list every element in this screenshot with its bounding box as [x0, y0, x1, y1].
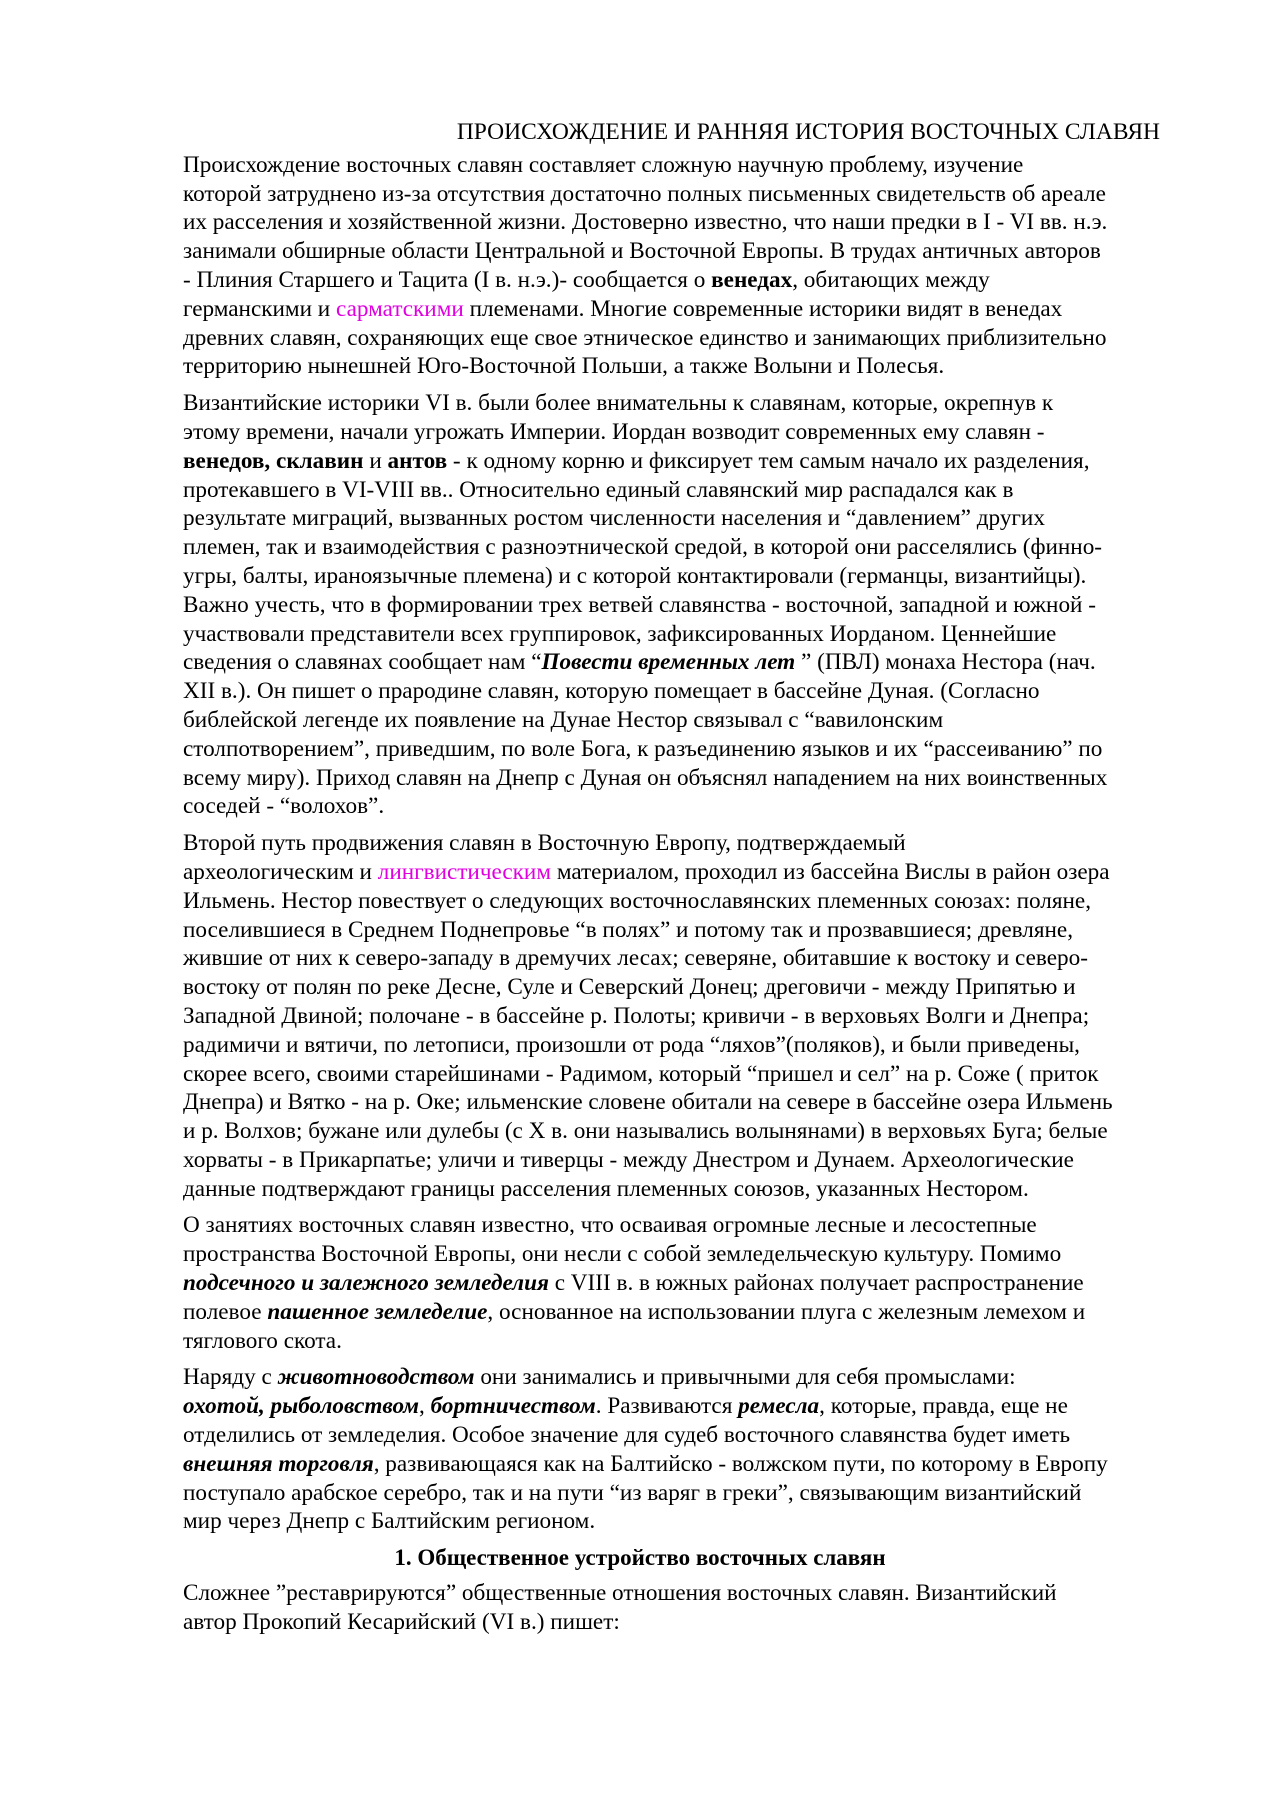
text-line [120, 208, 1160, 237]
text-segment: и р. Волхов; бужане или дулебы (с X в. они назывались волынянами) в верховьях Буга; белые [183, 1118, 1108, 1145]
text-segment: столпотворением”, приведшим, по воле Бога, к разъединению языков и их “рассеиванию” по [183, 735, 1103, 762]
text-segment: Важно учесть, что в формировании трех ветвей славянства - восточной, западной и южной - [183, 591, 1096, 618]
text-segment: отделились от земледелия. Особое значение для судеб восточного славянства будет иметь [183, 1422, 1071, 1449]
text-segment: археологическим и [183, 858, 378, 885]
text-segment: сведения о славянах сообщает нам “ [183, 649, 542, 676]
text-segment: . Развиваются [595, 1393, 739, 1420]
hyperlink[interactable]: лингвистическим [377, 858, 552, 885]
text-segment: материалом, проходил из бассейна Вислы в район озера [551, 858, 1110, 885]
paragraph [120, 829, 1160, 1203]
text-line [120, 1608, 1160, 1637]
text-segment: радимичи и вятичи, по летописи, произошли от рода “ляхов”(поляков), и были приведены, [183, 1031, 1080, 1058]
text-line [120, 180, 1160, 209]
text-line [120, 533, 1160, 562]
emphasized-term: бортничеством [430, 1393, 596, 1420]
hyperlink[interactable]: сарматскими [336, 295, 464, 322]
text-line [120, 1579, 1160, 1608]
emphasized-term: внешняя торговля [183, 1450, 374, 1477]
text-segment: племенами. Многие современные историки видят в венедах [463, 295, 1063, 322]
text-segment: - Плиния Старшего и Тацита (I в. н.э.)- сообщается о [183, 266, 712, 293]
text-line [120, 1327, 1160, 1356]
text-line [120, 1450, 1160, 1479]
text-segment: протекавшего в VI-VIII вв.. Относительно единый славянский мир распадался как в [183, 476, 1014, 503]
text-line [120, 352, 1160, 381]
text-segment: востоку от полян по реке Десне, Суле и Северский Донец; дреговичи - между Припятью и [183, 974, 1076, 1001]
text-line [120, 447, 1160, 476]
emphasized-term: охотой, рыболовством [183, 1393, 420, 1420]
text-segment: этому времени, начали угрожать Империи. Иордан возводит современных ему славян - [183, 418, 1045, 445]
document-page [120, 118, 1160, 1645]
emphasized-term: венедов, склавин [183, 447, 364, 474]
text-line [120, 237, 1160, 266]
text-segment: участвовали представители всех группировок, зафиксированных Иорданом. Ценнейшие [183, 620, 1057, 647]
text-line [120, 973, 1160, 1002]
text-line [120, 1175, 1160, 1204]
text-segment: библейской легенде их появление на Дунае Нестор связывал с “вавилонским [183, 706, 944, 733]
text-segment: Ильмень. Нестор повествует о следующих восточнославянских племенных союзах: поляне, [183, 887, 1092, 914]
text-line [120, 1117, 1160, 1146]
text-segment: , которые, правда, еще не [819, 1393, 1068, 1420]
text-line [120, 1088, 1160, 1117]
emphasized-term: антов [387, 447, 448, 474]
section-heading: 1. Общественное устройство восточных славян [394, 1545, 886, 1571]
text-line [120, 418, 1160, 447]
text-line [120, 504, 1160, 533]
text-line [120, 1240, 1160, 1269]
text-segment: всему миру). Приход славян на Днепр с Дуная он объяснял нападением на них воинственных [183, 764, 1108, 791]
text-segment: жившие от них к северо-западу в дремучих лесах; северяне, обитавшие к востоку и северо- [183, 945, 1088, 972]
text-line [120, 944, 1160, 973]
text-segment: , развивающаяся как на Балтийско - волжском пути, по которому в Европу [373, 1450, 1108, 1477]
text-line [120, 829, 1160, 858]
text-segment: Второй путь продвижения славян в Восточную Европу, подтверждаемый [183, 830, 906, 857]
text-line [120, 1298, 1160, 1327]
text-line [120, 858, 1160, 887]
text-line [120, 1507, 1160, 1536]
text-segment: автор Прокопий Кесарийский (VI в.) пишет: [183, 1608, 620, 1635]
text-segment: соседей - “волохов”. [183, 793, 385, 820]
text-line [120, 1211, 1160, 1240]
text-line [120, 1479, 1160, 1508]
text-segment: пространства Восточной Европы, они несли с собой земледельческую культуру. Помимо [183, 1241, 1062, 1268]
text-line [120, 151, 1160, 180]
text-segment: , обитающих между [792, 266, 990, 293]
text-segment: с VIII в. в южных районах получает распространение [548, 1270, 1084, 1297]
emphasized-term: Повести временных лет [541, 649, 796, 676]
text-segment: занимали обширные области Центральной и Восточной Европы. В трудах античных авторов [183, 238, 1101, 265]
text-segment: Западной Двиной; полочане - в бассейне р. Полоты; кривичи - в верховьях Волги и Днепра; [183, 1002, 1090, 1029]
text-line [120, 916, 1160, 945]
paragraph [120, 1211, 1160, 1355]
text-line [120, 1269, 1160, 1298]
text-segment: угры, балты, ираноязычные племена) и с которой контактировали (германцы, византийцы). [183, 562, 1087, 589]
paragraph [120, 389, 1160, 821]
text-segment: , основанное на использовании плуга с железным лемехом и [487, 1298, 1086, 1325]
text-segment: германскими и [183, 295, 337, 322]
text-segment: территорию нынешней Юго-Восточной Польши, а также Волыни и Полесья. [183, 353, 945, 380]
paragraph [120, 151, 1160, 381]
text-segment: они занимались и привычными для себя промыслами: [474, 1364, 1016, 1391]
text-line [120, 1392, 1160, 1421]
text-line [120, 1060, 1160, 1089]
text-segment: данные подтверждают границы расселения племенных союзов, указанных Нестором. [183, 1175, 1029, 1202]
text-line [120, 389, 1160, 418]
text-line [120, 266, 1160, 295]
paragraph [120, 1363, 1160, 1536]
text-segment: ” (ПВЛ) монаха Нестора (нач. [795, 649, 1096, 676]
body-paragraphs [120, 151, 1160, 1536]
text-segment: поступало арабское серебро, так и на пути “из варяг в греки”, связывающим византийский [183, 1479, 1082, 1506]
text-segment: поселившиеся в Среднем Поднепровье “в полях” и потому так и прозвавшиеся; древляне, [183, 916, 1074, 943]
text-line [120, 1031, 1160, 1060]
text-segment: О занятиях восточных славян известно, что осваивая огромные лесные и лесостепные [183, 1212, 1037, 1239]
text-segment: тяглового скота. [183, 1327, 342, 1354]
text-segment: Происхождение восточных славян составляет сложную научную проблему, изучение [183, 151, 1024, 178]
text-line [120, 324, 1160, 353]
text-segment: Византийские историки VI в. были более внимательны к славянам, которые, окрепнув к [183, 390, 1054, 417]
text-line [120, 764, 1160, 793]
final-paragraph-container [120, 1579, 1160, 1637]
text-line [120, 1146, 1160, 1175]
text-segment: полевое [183, 1298, 268, 1325]
text-segment: Сложнее ”реставрируются” общественные отношения восточных славян. Византийский [183, 1580, 1057, 1607]
text-segment: XII в.). Он пишет о прародине славян, которую помещает в бассейне Дуная. (Согласно [183, 678, 1040, 705]
text-line [120, 648, 1160, 677]
document-title: ПРОИСХОЖДЕНИЕ И РАННЯЯ ИСТОРИЯ ВОСТОЧНЫХ СЛАВЯН [456, 119, 1160, 145]
emphasized-term: подсечного и залежного земледелия [183, 1270, 549, 1297]
emphasized-term: пашенное земледелие [267, 1298, 488, 1325]
emphasized-term: животноводством [277, 1364, 475, 1391]
text-segment: Днепра) и Вятко - на р. Оке; ильменские словене обитали на севере в бассейне озера Ильмень [183, 1089, 1113, 1116]
text-line [120, 706, 1160, 735]
emphasized-term: венедах [711, 266, 793, 293]
text-segment: Наряду с [183, 1364, 278, 1391]
text-segment: мир через Днепр с Балтийским регионом. [183, 1508, 596, 1535]
text-line [120, 591, 1160, 620]
text-line [120, 1421, 1160, 1450]
text-segment: результате миграций, вызванных ростом численности населения и “давлением” других [183, 505, 1045, 532]
text-line [120, 792, 1160, 821]
text-line [120, 887, 1160, 916]
text-line [120, 735, 1160, 764]
text-segment: племен, так и взаимодействия с разноэтнической средой, в которой они расселялись (финно- [183, 534, 1103, 561]
final-paragraph [120, 1579, 1160, 1637]
text-line [120, 476, 1160, 505]
text-segment: которой затруднено из-за отсутствия достаточно полных письменных свидетельств об ареале [183, 180, 1106, 207]
text-segment: , [419, 1393, 431, 1420]
text-segment: - к одному корню и фиксирует тем самым начало их разделения, [447, 447, 1090, 474]
text-segment: древних славян, сохраняющих еще свое этническое единство и занимающих приблизительно [183, 324, 1107, 351]
text-line [120, 562, 1160, 591]
text-segment: хорваты - в Прикарпатье; уличи и тиверцы - между Днестром и Дунаем. Археологические [183, 1146, 1074, 1173]
text-segment: их расселения и хозяйственной жизни. Достоверно известно, что наши предки в I - VI вв. н.э. [183, 209, 1108, 236]
text-line [120, 1363, 1160, 1392]
emphasized-term: ремесла [738, 1393, 820, 1420]
text-line [120, 620, 1160, 649]
text-line [120, 295, 1160, 324]
text-segment: и [363, 447, 388, 474]
text-line [120, 1002, 1160, 1031]
text-segment: скорее всего, своими старейшинами - Радимом, который “пришел и сел” на р. Соже ( приток [183, 1060, 1099, 1087]
text-line [120, 677, 1160, 706]
